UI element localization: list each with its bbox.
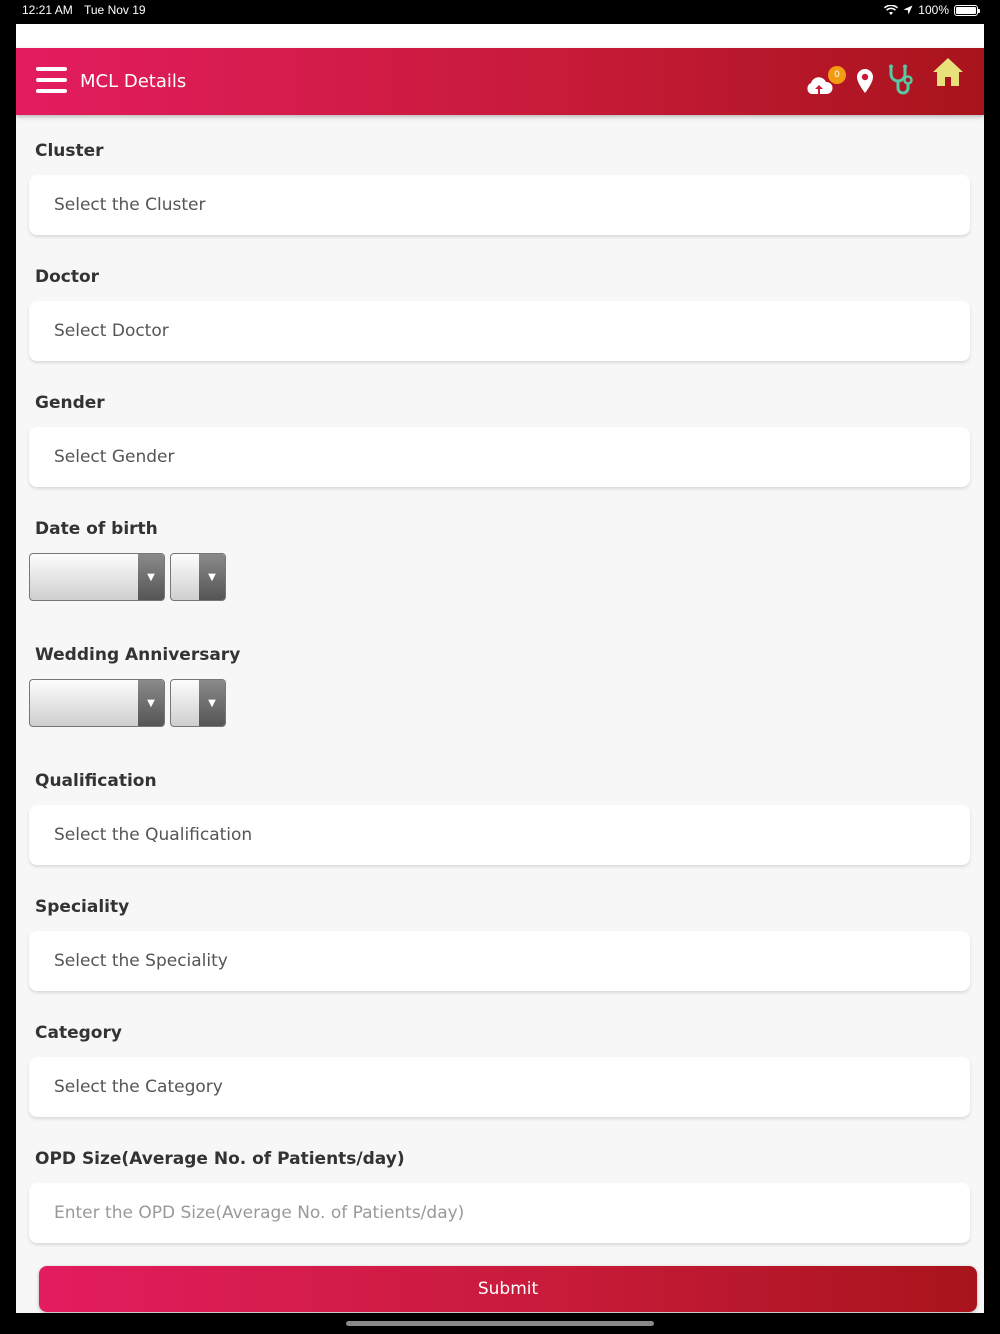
app-window bbox=[16, 24, 984, 1313]
category-select[interactable]: Select the Category bbox=[29, 1057, 970, 1117]
dob-day-picker[interactable] bbox=[170, 553, 226, 601]
speciality-label: Speciality bbox=[35, 897, 130, 917]
doctor-button[interactable] bbox=[886, 64, 914, 98]
category-label: Category bbox=[35, 1023, 122, 1043]
dob-month-picker[interactable] bbox=[29, 553, 165, 601]
location-arrow-icon bbox=[903, 5, 913, 15]
opd-size-input[interactable]: Enter the OPD Size(Average No. of Patients/day) bbox=[29, 1183, 970, 1243]
battery-icon bbox=[954, 5, 978, 16]
anniversary-label: Wedding Anniversary bbox=[35, 645, 241, 665]
qualification-label: Qualification bbox=[35, 771, 157, 791]
dob-label: Date of birth bbox=[35, 519, 158, 539]
speciality-select[interactable]: Select the Speciality bbox=[29, 931, 970, 991]
chevron-down-icon: ▼ bbox=[138, 680, 164, 726]
qualification-select[interactable]: Select the Qualification bbox=[29, 805, 970, 865]
cluster-select[interactable]: Select the Cluster bbox=[29, 175, 970, 235]
home-button[interactable] bbox=[932, 56, 964, 88]
chevron-down-icon: ▼ bbox=[138, 554, 164, 600]
status-time: 12:21 AM bbox=[22, 3, 73, 17]
gender-label: Gender bbox=[35, 393, 105, 413]
doctor-select[interactable]: Select Doctor bbox=[29, 301, 970, 361]
status-right bbox=[884, 3, 978, 17]
menu-icon[interactable] bbox=[36, 67, 68, 95]
chevron-down-icon: ▼ bbox=[199, 680, 225, 726]
stethoscope-icon bbox=[886, 64, 914, 98]
gender-select[interactable]: Select Gender bbox=[29, 427, 970, 487]
location-pin-icon bbox=[856, 68, 874, 94]
submit-button[interactable]: Submit bbox=[39, 1266, 977, 1312]
battery-percent: 100% bbox=[918, 3, 949, 17]
home-indicator bbox=[346, 1321, 654, 1326]
cluster-label: Cluster bbox=[35, 141, 104, 161]
status-date: Tue Nov 19 bbox=[84, 3, 146, 17]
anniversary-day-picker[interactable] bbox=[170, 679, 226, 727]
home-icon bbox=[932, 56, 964, 88]
status-bar bbox=[0, 0, 1000, 24]
location-button[interactable] bbox=[856, 68, 876, 96]
doctor-label: Doctor bbox=[35, 267, 100, 287]
wifi-icon bbox=[884, 5, 898, 16]
chevron-down-icon: ▼ bbox=[199, 554, 225, 600]
sync-count-badge: 0 bbox=[828, 66, 846, 84]
opd-size-label: OPD Size(Average No. of Patients/day) bbox=[35, 1149, 405, 1169]
page-title: MCL Details bbox=[80, 71, 187, 92]
sync-button[interactable] bbox=[804, 68, 846, 98]
anniversary-month-picker[interactable] bbox=[29, 679, 165, 727]
app-header bbox=[16, 48, 984, 115]
top-strip bbox=[16, 24, 984, 48]
